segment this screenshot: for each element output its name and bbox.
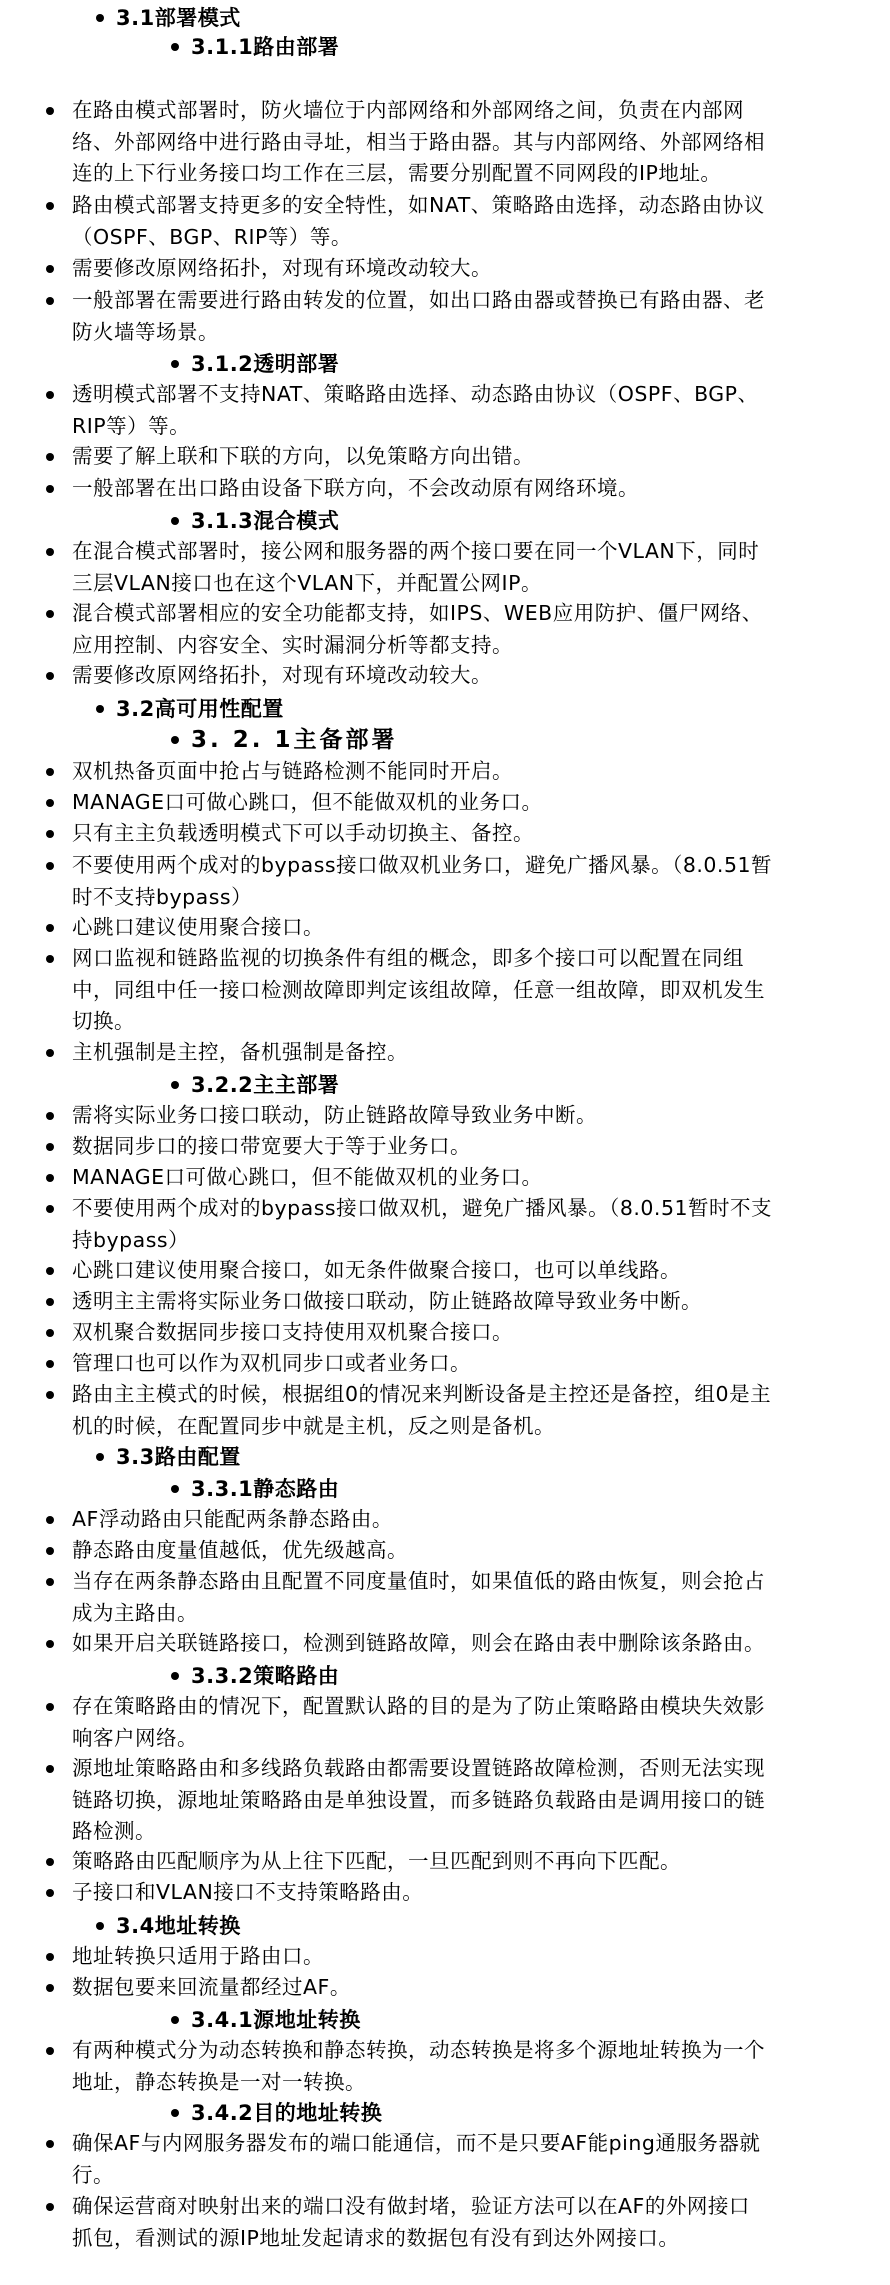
list-item: 双机聚合数据同步接口支持使用双机聚合接口。 xyxy=(72,1317,872,1349)
section-heading-3-2: 3.2高可用性配置 xyxy=(116,693,284,725)
list-item: 心跳口建议使用聚合接口。 xyxy=(72,912,872,944)
section-heading-3-1: 3.1部署模式 xyxy=(116,2,241,34)
list-item: MANAGE口可做心跳口，但不能做双机的业务口。 xyxy=(72,1162,872,1194)
subsection-heading-3-4-2: 3.4.2目的地址转换 xyxy=(191,2097,382,2129)
list-item: 确保AF与内网服务器发布的端口能通信，而不是只要AF能ping通服务器就 行。 xyxy=(72,2128,872,2191)
list-item: 路由模式部署支持更多的安全特性，如NAT、策略路由选择，动态路由协议 （OSPF、BGP、RIP等）等。 xyxy=(72,190,872,253)
subsection-heading-3-3-2: 3.3.2策略路由 xyxy=(191,1660,339,1692)
list-item: 确保运营商对映射出来的端口没有做封堵，验证方法可以在AF的外网接口 抓包，看测试的源IP地址发起请求的数据包有没有到达外网接口。 xyxy=(72,2191,872,2254)
list-item: 一般部署在出口路由设备下联方向，不会改动原有网络环境。 xyxy=(72,473,872,505)
subsection-heading-3-1-1: 3.1.1路由部署 xyxy=(191,31,339,63)
section-heading-3-3: 3.3路由配置 xyxy=(116,1441,241,1473)
list-item: 路由主主模式的时候，根据组0的情况来判断设备是主控还是备控，组0是主 机的时候，在配置同步中就是主机，反之则是备机。 xyxy=(72,1379,872,1442)
list-item: AF浮动路由只能配两条静态路由。 xyxy=(72,1504,872,1536)
list-item: 数据包要来回流量都经过AF。 xyxy=(72,1972,872,2004)
list-item: 需要修改原网络拓扑，对现有环境改动较大。 xyxy=(72,660,872,692)
list-item: 当存在两条静态路由且配置不同度量值时，如果值低的路由恢复，则会抢占 成为主路由。 xyxy=(72,1566,872,1629)
list-item: 需要了解上联和下联的方向，以免策略方向出错。 xyxy=(72,441,872,473)
list-item: 不要使用两个成对的bypass接口做双机，避免广播风暴。（8.0.51暂时不支 持bypass） xyxy=(72,1193,872,1256)
list-item: 只有主主负载透明模式下可以手动切换主、备控。 xyxy=(72,818,872,850)
list-item: 子接口和VLAN接口不支持策略路由。 xyxy=(72,1877,872,1909)
list-item: 需将实际业务口接口联动，防止链路故障导致业务中断。 xyxy=(72,1100,872,1132)
list-item: 双机热备页面中抢占与链路检测不能同时开启。 xyxy=(72,756,872,788)
list-item: 地址转换只适用于路由口。 xyxy=(72,1941,872,1973)
list-item: 透明主主需将实际业务口做接口联动，防止链路故障导致业务中断。 xyxy=(72,1286,872,1318)
list-item: 存在策略路由的情况下，配置默认路的目的是为了防止策略路由模块失效影 响客户网络。 xyxy=(72,1691,872,1754)
subsection-heading-3-4-1: 3.4.1源地址转换 xyxy=(191,2004,361,2036)
list-item: 数据同步口的接口带宽要大于等于业务口。 xyxy=(72,1131,872,1163)
subsection-heading-3-2-2: 3.2.2主主部署 xyxy=(191,1069,339,1101)
subsection-heading-3-1-2: 3.1.2透明部署 xyxy=(191,348,339,380)
list-item: 在混合模式部署时，接公网和服务器的两个接口要在同一个VLAN下，同时 三层VLAN接口也在这个VLAN下，并配置公网IP。 xyxy=(72,536,872,599)
list-item: 在路由模式部署时，防火墙位于内部网络和外部网络之间，负责在内部网 络、外部网络中进行路由寻址，相当于路由器。其与内部网络、外部网络相 连的上下行业务接口均工作在三层，需要分别配置不同网段的IP地址。 xyxy=(72,95,872,190)
list-item: 需要修改原网络拓扑，对现有环境改动较大。 xyxy=(72,253,872,285)
list-item: 网口监视和链路监视的切换条件有组的概念，即多个接口可以配置在同组 中，同组中任一接口检测故障即判定该组故障，任意一组故障，即双机发生 切换。 xyxy=(72,943,872,1038)
subsection-heading-3-3-1: 3.3.1静态路由 xyxy=(191,1473,339,1505)
list-item: 透明模式部署不支持NAT、策略路由选择、动态路由协议（OSPF、BGP、 RIP等）等。 xyxy=(72,379,872,442)
list-item: 有两种模式分为动态转换和静态转换，动态转换是将多个源地址转换为一个 地址，静态转换是一对一转换。 xyxy=(72,2035,872,2098)
subsection-heading-3-1-3: 3.1.3混合模式 xyxy=(191,505,339,537)
list-item: 静态路由度量值越低，优先级越高。 xyxy=(72,1535,872,1567)
list-item: 管理口也可以作为双机同步口或者业务口。 xyxy=(72,1348,872,1380)
list-item: MANAGE口可做心跳口，但不能做双机的业务口。 xyxy=(72,787,872,819)
subsection-heading-3-2-1: 3. 2. 1主备部署 xyxy=(191,724,398,756)
section-heading-3-4: 3.4地址转换 xyxy=(116,1910,241,1942)
list-item: 混合模式部署相应的安全功能都支持，如IPS、WEB应用防护、僵尸网络、 应用控制、内容安全、实时漏洞分析等都支持。 xyxy=(72,598,872,661)
list-item: 如果开启关联链路接口，检测到链路故障，则会在路由表中删除该条路由。 xyxy=(72,1628,872,1660)
list-item: 策略路由匹配顺序为从上往下匹配，一旦匹配到则不再向下匹配。 xyxy=(72,1846,872,1878)
list-item: 源地址策略路由和多线路负载路由都需要设置链路故障检测，否则无法实现 链路切换，源地址策略路由是单独设置，而多链路负载路由是调用接口的链 路检测。 xyxy=(72,1753,872,1848)
list-item: 心跳口建议使用聚合接口，如无条件做聚合接口，也可以单线路。 xyxy=(72,1255,872,1287)
list-item: 不要使用两个成对的bypass接口做双机业务口，避免广播风暴。（8.0.51暂 时不支持bypass） xyxy=(72,850,872,913)
list-item: 主机强制是主控，备机强制是备控。 xyxy=(72,1037,872,1069)
list-item: 一般部署在需要进行路由转发的位置，如出口路由器或替换已有路由器、老 防火墙等场景。 xyxy=(72,285,872,348)
